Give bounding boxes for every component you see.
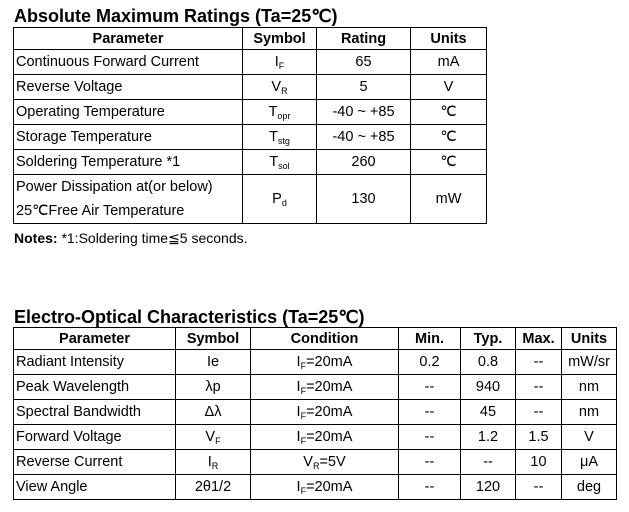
- eoc-max: 10: [516, 450, 562, 475]
- eoc-header-condition: Condition: [251, 328, 399, 350]
- eoc-condition: $I_F=20mA$: [251, 350, 399, 375]
- table-row: [14, 150, 487, 175]
- amr-rating: 65: [317, 50, 411, 75]
- eoc-typ: 45: [461, 400, 516, 425]
- amr-param: Power Dissipation at(or below) 25℃Free Air Temperature: [14, 175, 243, 224]
- amr-header-symbol: Symbol: [243, 28, 317, 50]
- table-row: [14, 400, 617, 425]
- table-row: [14, 50, 487, 75]
- table-row: [14, 375, 617, 400]
- eoc-condition: $I_F=20mA$: [251, 375, 399, 400]
- table-row: [14, 475, 617, 500]
- amr-rating: 260: [317, 150, 411, 175]
- eoc-typ: 940: [461, 375, 516, 400]
- eoc-max: 1.5: [516, 425, 562, 450]
- eoc-header-typ: Typ.: [461, 328, 516, 350]
- eoc-symbol: 2θ1/2: [176, 475, 251, 500]
- eoc-min: --: [399, 400, 461, 425]
- eoc-max: --: [516, 350, 562, 375]
- amr-unit: ℃: [411, 100, 487, 125]
- amr-header-units: Units: [411, 28, 487, 50]
- eoc-min: --: [399, 450, 461, 475]
- amr-rating: -40 ~ +85: [317, 125, 411, 150]
- eoc-unit: μA: [562, 450, 617, 475]
- amr-rating: 5: [317, 75, 411, 100]
- eoc-typ: --: [461, 450, 516, 475]
- notes: [14, 230, 248, 247]
- eoc-symbol: $V_F$: [176, 425, 251, 450]
- amr-unit: ℃: [411, 125, 487, 150]
- eoc-unit: nm: [562, 400, 617, 425]
- eoc-unit: V: [562, 425, 617, 450]
- eoc-param: View Angle: [14, 475, 176, 500]
- amr-unit: ℃: [411, 150, 487, 175]
- eoc-symbol: Δλ: [176, 400, 251, 425]
- amr-unit: mA: [411, 50, 487, 75]
- amr-symbol: $I_F$: [243, 50, 317, 75]
- eoc-header-row: [14, 328, 617, 350]
- eoc-min: --: [399, 375, 461, 400]
- eoc-condition: $I_F=20mA$: [251, 475, 399, 500]
- amr-unit: mW: [411, 175, 487, 224]
- amr-symbol: $T_{sol}$: [243, 150, 317, 175]
- table-row: [14, 175, 487, 224]
- notes-label: Notes:: [14, 230, 58, 246]
- amr-header-row: [14, 28, 487, 50]
- eoc-unit: nm: [562, 375, 617, 400]
- amr-param: Soldering Temperature *1: [14, 150, 243, 175]
- eoc-table: [13, 327, 617, 500]
- eoc-header-units: Units: [562, 328, 617, 350]
- amr-symbol: $P_d$: [243, 175, 317, 224]
- eoc-condition: $V_R=5V$: [251, 450, 399, 475]
- eoc-symbol: λp: [176, 375, 251, 400]
- eoc-param: Forward Voltage: [14, 425, 176, 450]
- eoc-max: --: [516, 375, 562, 400]
- eoc-min: --: [399, 475, 461, 500]
- eoc-condition: $I_F=20mA$: [251, 400, 399, 425]
- eoc-unit: mW/sr: [562, 350, 617, 375]
- eoc-param: Peak Wavelength: [14, 375, 176, 400]
- amr-rating: 130: [317, 175, 411, 224]
- amr-param: Continuous Forward Current: [14, 50, 243, 75]
- eoc-header-parameter: Parameter: [14, 328, 176, 350]
- amr-param: Operating Temperature: [14, 100, 243, 125]
- eoc-min: --: [399, 425, 461, 450]
- eoc-unit: deg: [562, 475, 617, 500]
- table-row: [14, 125, 487, 150]
- amr-header-rating: Rating: [317, 28, 411, 50]
- amr-symbol: $T_{opr}$: [243, 100, 317, 125]
- eoc-max: --: [516, 475, 562, 500]
- eoc-header-symbol: Symbol: [176, 328, 251, 350]
- amr-symbol: $V_R$: [243, 75, 317, 100]
- eoc-typ: 120: [461, 475, 516, 500]
- amr-table: [13, 27, 487, 224]
- eoc-typ: 0.8: [461, 350, 516, 375]
- table-row: [14, 450, 617, 475]
- amr-param: Storage Temperature: [14, 125, 243, 150]
- table-row: [14, 350, 617, 375]
- amr-title: Absolute Maximum Ratings (Ta=25℃): [14, 6, 338, 26]
- eoc-title: Electro-Optical Characteristics (Ta=25℃): [14, 307, 365, 327]
- amr-header-parameter: Parameter: [14, 28, 243, 50]
- amr-param: Reverse Voltage: [14, 75, 243, 100]
- eoc-max: --: [516, 400, 562, 425]
- eoc-condition: $I_F=20mA$: [251, 425, 399, 450]
- eoc-typ: 1.2: [461, 425, 516, 450]
- eoc-param: Reverse Current: [14, 450, 176, 475]
- eoc-header-max: Max.: [516, 328, 562, 350]
- eoc-symbol: $I_R$: [176, 450, 251, 475]
- table-row: [14, 75, 487, 100]
- amr-unit: V: [411, 75, 487, 100]
- notes-text: *1:Soldering time≦5 seconds.: [57, 230, 248, 246]
- eoc-param: Spectral Bandwidth: [14, 400, 176, 425]
- amr-rating: -40 ~ +85: [317, 100, 411, 125]
- eoc-header-min: Min.: [399, 328, 461, 350]
- eoc-min: 0.2: [399, 350, 461, 375]
- table-row: [14, 100, 487, 125]
- eoc-symbol: Ie: [176, 350, 251, 375]
- amr-symbol: $T_{stg}$: [243, 125, 317, 150]
- eoc-param: Radiant Intensity: [14, 350, 176, 375]
- table-row: [14, 425, 617, 450]
